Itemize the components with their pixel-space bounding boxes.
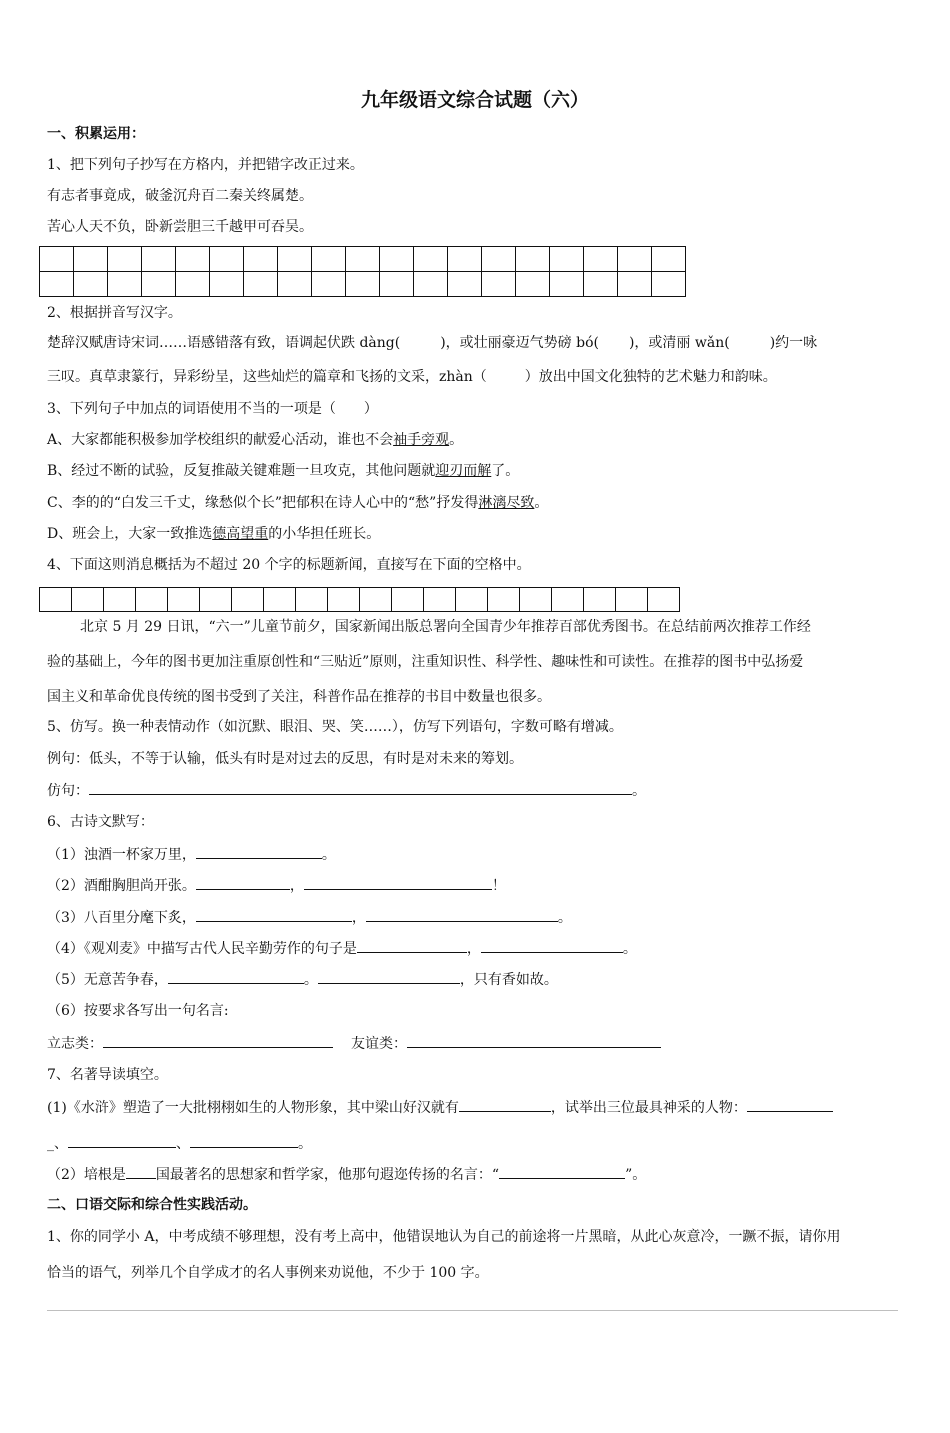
q7-1-cont-start: _、 (47, 1136, 68, 1152)
q3-prompt: 3、下列句子中加点的词语使用不当的一项是（ ） (47, 401, 378, 417)
q3-b-text: B、经过不断的试验，反复推敲关键难题一旦攻克，其他问题就 (47, 463, 436, 479)
q4-news-line2: 验的基础上，今年的图书更加注重原创性和“三贴近”原则，注重知识性、科学性、趣味性和可读性。在推荐的图书中弘扬爱 (47, 654, 804, 670)
grid-cell[interactable] (488, 588, 520, 612)
q6-2-text: （2）酒酣胸胆尚开张。 (47, 878, 196, 894)
q3-option-c[interactable] (47, 494, 548, 512)
grid-cell[interactable] (136, 588, 168, 612)
q2-line2 (47, 368, 777, 386)
q7-item-1 (47, 1098, 833, 1117)
grid-cell[interactable] (40, 247, 74, 272)
grid-cell[interactable] (278, 272, 312, 297)
grid-cell[interactable] (210, 247, 244, 272)
answer-divider (47, 1310, 898, 1311)
grid-cell[interactable] (244, 272, 278, 297)
page-title: 九年级语文综合试题（六） (360, 89, 589, 111)
grid-cell[interactable] (380, 272, 414, 297)
q2-line1-part1: 楚辞汉赋唐诗宋词……语感错落有致，语调起伏跌 dàng( (47, 335, 401, 351)
q7-2-end: ”。 (625, 1167, 647, 1183)
q6-2-blank-2[interactable] (304, 876, 492, 890)
grid-cell[interactable] (104, 588, 136, 612)
grid-cell[interactable] (142, 272, 176, 297)
q3-c-end: 。 (534, 495, 549, 511)
q6-2-sep: ， (289, 878, 304, 894)
grid-cell[interactable] (520, 588, 552, 612)
q6-4-blank-1[interactable] (357, 939, 467, 953)
q3-option-b[interactable] (47, 462, 519, 480)
grid-cell[interactable] (168, 588, 200, 612)
q7-1-blank-person-2[interactable] (68, 1134, 176, 1148)
grid-cell[interactable] (176, 247, 210, 272)
grid-cell[interactable] (552, 588, 584, 612)
grid-cell[interactable] (296, 588, 328, 612)
q3-c-text: C、李的的“白发三千丈，缘愁似个长”把郁积在诗人心中的“愁”抒发得 (47, 495, 479, 511)
grid-cell[interactable] (40, 272, 74, 297)
q2-line1-part2: )，或壮丽豪迈气势磅 bó( (440, 335, 599, 351)
q2-line2-part2: ）放出中国文化独特的艺术魅力和韵味。 (524, 369, 777, 385)
q7-1-blank-count[interactable] (459, 1098, 551, 1112)
section2-q1-line2: 恰当的语气，列举几个自学成才的名人事例来劝说他，不少于 100 字。 (47, 1265, 489, 1281)
grid-cell[interactable] (448, 272, 482, 297)
q1-prompt: 1、把下列句子抄写在方格内，并把错字改正过来。 (47, 157, 364, 173)
grid-cell[interactable] (584, 247, 618, 272)
q1-line2: 苦心人天不负，卧新尝胆三千越甲可吞吴。 (47, 219, 313, 235)
q3-c-word: 淋漓尽致 (478, 495, 535, 511)
q5-example: 例句：低头，不等于认输，低头有时是对过去的反思，有时是对未来的筹划。 (47, 751, 523, 767)
q3-b-word: 迎刃而解 (435, 463, 492, 479)
grid-cell[interactable] (618, 272, 652, 297)
q6-4-blank-2[interactable] (481, 939, 623, 953)
q7-2-text2: 国最著名的思想家和哲学家，他那句遐迩传扬的名言：“ (155, 1167, 500, 1183)
grid-cell[interactable] (380, 247, 414, 272)
grid-cell[interactable] (346, 247, 380, 272)
q2-line2-part1: 三叹。真草隶篆行，异彩纷呈，这些灿烂的篇章和飞扬的文采，zhàn（ (47, 369, 487, 385)
q6-3-text: （3）八百里分麾下炙， (47, 910, 196, 926)
grid-cell[interactable] (312, 272, 346, 297)
q7-2-blank-quote[interactable] (499, 1165, 625, 1179)
q7-prompt: 7、名著导读填空。 (47, 1067, 168, 1083)
q6-item-2 (47, 876, 506, 895)
grid-cell[interactable] (232, 588, 264, 612)
grid-cell[interactable] (392, 588, 424, 612)
q3-d-text: D、班会上，大家一致推选 (47, 526, 213, 542)
grid-cell[interactable] (482, 247, 516, 272)
q7-1-cont-end: 。 (298, 1136, 312, 1152)
q6-1-blank[interactable] (196, 845, 322, 859)
q3-option-a[interactable] (47, 431, 463, 449)
q3-a-end: 。 (449, 432, 464, 448)
q3-a-text: A、大家都能积极参加学校组织的献爱心活动，谁也不会 (47, 432, 394, 448)
q6-3-blank-1[interactable] (196, 908, 352, 922)
q7-1-text2: ，试举出三位最具神采的人物： (550, 1100, 747, 1116)
q6-4-text: （4）《观刈麦》中描写古代人民辛勤劳作的句子是 (47, 941, 357, 957)
q7-1-blank-person-3[interactable] (190, 1134, 298, 1148)
grid-cell[interactable] (40, 588, 72, 612)
grid-cell[interactable] (108, 272, 142, 297)
q4-news-line3: 国主义和革命优良传统的图书受到了关注，科普作品在推荐的书目中数量也很多。 (47, 689, 551, 705)
grid-cell[interactable] (516, 247, 550, 272)
q2-prompt: 2、根据拼音写汉字。 (47, 305, 182, 321)
grid-cell[interactable] (360, 588, 392, 612)
q3-option-d[interactable] (47, 525, 380, 543)
grid-cell[interactable] (72, 588, 104, 612)
q6-5-blank-1[interactable] (168, 970, 304, 984)
grid-cell[interactable] (74, 272, 108, 297)
q6-5-sep: 。 (303, 972, 318, 988)
q5-answer-label: 仿句： (47, 783, 89, 799)
q3-d-word: 德高望重 (212, 526, 269, 542)
q3-b-end: 了。 (491, 463, 520, 479)
q6-3-end: 。 (557, 910, 572, 926)
q6-4-sep: ， (466, 941, 481, 957)
q7-1-blank-person-1[interactable] (747, 1098, 833, 1112)
grid-cell[interactable] (616, 588, 648, 612)
section2-heading: 二、口语交际和综合性实践活动。 (47, 1197, 257, 1213)
q4-news-line1: 北京 5 月 29 日讯，“六一”儿童节前夕，国家新闻出版总署向全国青少年推荐百部优秀图书。在总结前两次推荐工作经 (80, 619, 811, 635)
q4-prompt: 4、下面这则消息概括为不超过 20 个字的标题新闻，直接写在下面的空格中。 (47, 557, 531, 573)
q1-line1: 有志者事竟成，破釜沉舟百二秦关终属楚。 (47, 188, 313, 204)
grid-cell[interactable] (142, 247, 176, 272)
section1-heading: 一、积累运用： (47, 126, 145, 142)
motto-aspiration-blank[interactable] (103, 1034, 333, 1048)
q6-item-4 (47, 939, 637, 958)
q7-2-text: （2）培根是 (47, 1167, 126, 1183)
q3-a-word: 袖手旁观 (393, 432, 450, 448)
grid-cell[interactable] (414, 247, 448, 272)
q1-writing-grid[interactable] (39, 246, 686, 297)
q7-2-blank-country[interactable] (126, 1165, 156, 1179)
grid-cell[interactable] (244, 247, 278, 272)
grid-cell[interactable] (652, 247, 686, 272)
q5-answer-row (47, 781, 646, 800)
grid-cell[interactable] (176, 272, 210, 297)
grid-cell[interactable] (278, 247, 312, 272)
grid-cell[interactable] (648, 588, 680, 612)
q2-line1-part4: )约一咏 (769, 335, 818, 351)
grid-cell[interactable] (328, 588, 360, 612)
q6-5-end: ，只有香如故。 (459, 972, 558, 988)
q6-4-end: 。 (622, 941, 637, 957)
q2-line1-part3: )，或清丽 wǎn( (628, 335, 730, 351)
q6-1-text: （1）浊酒一杯家万里， (47, 847, 196, 863)
q6-3-sep: ， (351, 910, 366, 926)
q5-answer-end: 。 (632, 783, 646, 799)
grid-cell[interactable] (584, 588, 616, 612)
grid-cell[interactable] (516, 272, 550, 297)
q6-item-3 (47, 908, 572, 927)
q7-1-cont-sep: 、 (176, 1136, 190, 1152)
q6-5-blank-2[interactable] (318, 970, 460, 984)
grid-cell[interactable] (108, 247, 142, 272)
grid-cell[interactable] (414, 272, 448, 297)
q4-headline-grid[interactable] (39, 587, 680, 612)
q6-2-blank-1[interactable] (196, 876, 290, 890)
q6-prompt: 6、古诗文默写： (47, 814, 154, 830)
q7-item-2 (47, 1165, 646, 1184)
grid-cell[interactable] (550, 247, 584, 272)
grid-cell[interactable] (448, 247, 482, 272)
grid-cell[interactable] (312, 247, 346, 272)
grid-cell[interactable] (482, 272, 516, 297)
grid-cell[interactable] (424, 588, 456, 612)
q6-item-5 (47, 970, 558, 989)
q6-item-6: （6）按要求各写出一句名言: (47, 1003, 229, 1019)
grid-cell[interactable] (264, 588, 296, 612)
section2-q1-line1: 1、你的同学小 A，中考成绩不够理想，没有考上高中，他错误地认为自己的前途将一片黑暗，从此心灰意冷，一蹶不振，请你用 (47, 1229, 841, 1245)
grid-cell[interactable] (74, 247, 108, 272)
q3-d-end: 的小华担任班长。 (268, 526, 381, 542)
grid-cell[interactable] (456, 588, 488, 612)
q6-item-1 (47, 845, 336, 864)
q6-3-blank-2[interactable] (366, 908, 558, 922)
grid-cell[interactable] (200, 588, 232, 612)
q6-1-end: 。 (321, 847, 336, 863)
grid-cell[interactable] (618, 247, 652, 272)
q7-item-1-cont (47, 1134, 312, 1153)
motto-friendship-blank[interactable] (407, 1034, 661, 1048)
grid-cell[interactable] (210, 272, 244, 297)
q6-5-text: （5）无意苦争春， (47, 972, 168, 988)
q7-1-text: (1)《水浒》塑造了一大批栩栩如生的人物形象，其中梁山好汉就有 (47, 1100, 459, 1116)
q5-prompt: 5、仿写。换一种表情动作（如沉默、眼泪、哭、笑……），仿写下列语句，字数可略有增减。 (47, 719, 623, 735)
q2-line1 (47, 334, 817, 352)
grid-cell[interactable] (652, 272, 686, 297)
motto-aspiration-label: 立志类： (47, 1036, 103, 1052)
motto-friendship-label: 友谊类： (351, 1036, 407, 1052)
grid-cell[interactable] (346, 272, 380, 297)
q5-answer-blank[interactable] (89, 781, 632, 795)
grid-cell[interactable] (550, 272, 584, 297)
q6-motto-row (47, 1034, 661, 1053)
grid-cell[interactable] (584, 272, 618, 297)
q6-2-end: ！ (491, 878, 506, 894)
